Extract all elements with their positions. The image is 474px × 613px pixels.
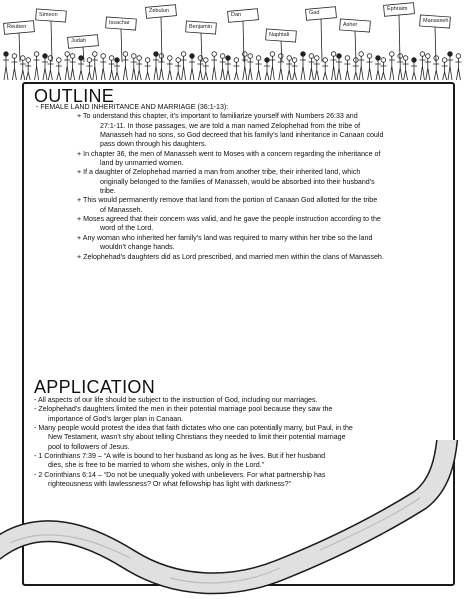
person-head — [176, 58, 181, 63]
tribe-sign-label: Zebulun — [149, 8, 169, 14]
person-body — [442, 62, 448, 80]
tribe-sign-label: Dan — [231, 12, 242, 18]
point-text: - All aspects of our life should be subject to the instruction of God, including our marriages. — [34, 396, 318, 404]
person-head — [315, 56, 320, 61]
person-body — [358, 56, 364, 80]
person-head — [181, 52, 186, 57]
person-body — [92, 56, 98, 80]
person-body — [314, 60, 320, 80]
person-head — [442, 58, 447, 63]
tribe-sign-label: Ephraim — [387, 6, 408, 12]
tribe-sign-label: Manasseh — [423, 18, 449, 24]
person-body — [336, 58, 342, 80]
person-head — [309, 54, 314, 59]
person-head — [226, 56, 231, 61]
person-head — [448, 52, 453, 57]
person-head — [34, 52, 39, 57]
tribe-sign-label: Reuben — [7, 24, 27, 30]
person-head — [359, 52, 364, 57]
sign-pole — [399, 15, 400, 62]
person-head — [154, 52, 159, 57]
bullet-text: + If a daughter of Zelophehad married a man from another tribe, their inherited land, which — [77, 168, 361, 177]
point-text: - 1 Corinthians 7:39 – “A wife is bound to her husband as long as he lives. But if her husband — [34, 452, 326, 461]
person-body — [158, 58, 164, 80]
person-head — [26, 58, 31, 63]
person-body — [380, 62, 386, 80]
person-body — [233, 62, 239, 80]
bullet-continuation: 27:1-11. In those passages, we are told a man named Zelophehad from the tribe of — [100, 121, 361, 130]
point-continuation: righteousness with lawlessness? Or what fellowship has light with darkness?” — [48, 480, 291, 489]
bullet-continuation: of Manasseh. — [100, 205, 143, 214]
person-body — [322, 62, 328, 80]
person-head — [70, 54, 75, 59]
point-continuation: New Testament, wasn’t shy about telling Christians they needed to limit their potential marriage — [48, 433, 346, 442]
person-head — [426, 54, 431, 59]
person-body — [403, 60, 409, 80]
bullet-text: + Any woman who inherited her family’s land was required to marry within her tribe so the land — [77, 233, 373, 242]
tribe-sign-label: Gad — [309, 10, 320, 16]
person-head — [93, 52, 98, 57]
bullet-continuation: tribe. — [100, 187, 116, 196]
person-head — [109, 56, 114, 61]
person-body — [292, 62, 298, 80]
person-head — [376, 56, 381, 61]
person-body — [256, 60, 262, 80]
person-head — [137, 56, 142, 61]
person-head — [323, 58, 328, 63]
person-body — [211, 56, 217, 80]
person-head — [4, 52, 9, 57]
application-point — [34, 405, 444, 424]
point-continuation: dies, she is free to be married to whom she wishes, only in the Lord.” — [48, 461, 265, 470]
person-head — [390, 52, 395, 57]
person-body — [78, 60, 84, 80]
point-text: - Zelophehad’s daughters limited the men in their potential marriage pool because they saw the — [34, 405, 333, 414]
person-head — [168, 56, 173, 61]
application-section — [34, 396, 444, 489]
person-head — [190, 54, 195, 59]
bullet-continuation: wouldn’t change hands. — [100, 243, 175, 252]
outline-bullet — [34, 234, 440, 253]
outline-bullet — [34, 253, 440, 262]
person-head — [456, 54, 461, 59]
person-head — [345, 56, 350, 61]
person-body — [153, 56, 159, 80]
person-head — [212, 52, 217, 57]
person-head — [256, 56, 261, 61]
person-body — [70, 58, 76, 80]
application-point — [34, 424, 444, 452]
point-text: - Many people would protest the idea that faith dictates who one can potentially marry, but Paul, in the — [34, 424, 353, 433]
person-body — [20, 60, 26, 80]
outline-heading: - FEMALE LAND INHERITANCE AND MARRIAGE (36:1-13): — [36, 103, 229, 111]
person-head — [248, 54, 253, 59]
person-head — [287, 56, 292, 61]
person-body — [447, 56, 453, 80]
point-continuation: pool to followers of Jesus. — [48, 442, 130, 451]
person-body — [175, 62, 181, 80]
person-body — [286, 60, 292, 80]
outline-bullet — [34, 112, 440, 149]
person-body — [433, 60, 439, 80]
person-body — [419, 56, 425, 80]
sign-pole — [121, 29, 122, 62]
person-head — [79, 56, 84, 61]
person-head — [337, 54, 342, 59]
person-body — [42, 58, 48, 80]
person-body — [278, 58, 284, 80]
sign-pole — [83, 47, 84, 62]
person-head — [265, 58, 270, 63]
bullet-continuation: pass down through his daughters. — [100, 140, 207, 149]
tribe-sign-label: Judah — [71, 38, 86, 44]
person-body — [247, 58, 253, 80]
sign-pole — [435, 27, 436, 62]
application-point — [34, 452, 444, 471]
person-body — [344, 60, 350, 80]
bullet-continuation: Manasseh had no sons, so God decreed that his family’s land inheritance in Canaan could — [100, 131, 384, 140]
person-head — [159, 54, 164, 59]
person-body — [308, 58, 314, 80]
bullet-text: + In chapter 36, the men of Manasseh went to Moses with a concern regarding the inheritance of — [77, 149, 381, 158]
person-body — [331, 56, 337, 80]
person-body — [100, 58, 106, 80]
person-head — [21, 56, 26, 61]
person-body — [109, 60, 115, 80]
person-head — [243, 52, 248, 57]
person-body — [136, 60, 142, 80]
person-head — [403, 56, 408, 61]
person-head — [132, 54, 137, 59]
person-head — [12, 54, 17, 59]
person-body — [197, 60, 203, 80]
bullet-continuation: word of the Lord. — [100, 224, 154, 233]
person-body — [56, 62, 62, 80]
tribe-sign-label: Benjamin — [189, 24, 212, 30]
bullet-text: + Moses agreed that their concern was valid, and he gave the people instruction according to the — [77, 215, 381, 224]
person-body — [242, 56, 248, 80]
person-head — [57, 58, 62, 63]
person-body — [181, 56, 187, 80]
person-head — [145, 58, 150, 63]
person-head — [234, 58, 239, 63]
person-body — [86, 62, 92, 80]
person-head — [204, 58, 209, 63]
application-point — [34, 471, 444, 490]
tribe-sign-label: Naphtali — [269, 32, 290, 38]
person-body — [397, 58, 403, 80]
person-body — [264, 62, 270, 80]
person-body — [131, 58, 137, 80]
person-body — [64, 56, 70, 80]
sign-pole — [321, 19, 322, 62]
person-head — [270, 52, 275, 57]
person-body — [145, 62, 151, 80]
person-head — [412, 58, 417, 63]
bullet-text: + Zelophehad’s daughters did as Lord prescribed, and married men within the clans of Manasseh. — [77, 252, 384, 261]
person-body — [411, 62, 417, 80]
person-head — [381, 58, 386, 63]
application-title: APPLICATION — [34, 377, 155, 397]
person-body — [425, 58, 431, 80]
outline-bullet — [34, 150, 440, 169]
person-head — [87, 58, 92, 63]
bullet-text: + This would permanently remove that land from the portion of Canaan God allotted for the tribe — [77, 196, 378, 205]
person-body — [203, 62, 209, 80]
tribe-sign-label: Asher — [343, 22, 358, 28]
person-body — [189, 58, 195, 80]
person-body — [375, 60, 381, 80]
person-body — [11, 58, 17, 80]
person-head — [301, 52, 306, 57]
person-body — [220, 58, 226, 80]
sign-pole — [201, 33, 202, 62]
person-body — [353, 62, 359, 80]
person-body — [3, 56, 9, 80]
person-head — [292, 58, 297, 63]
person-head — [367, 54, 372, 59]
bullet-continuation: originally belonged to the families of Manasseh, would be absorbed into their husband’s — [100, 177, 375, 186]
person-body — [114, 62, 120, 80]
person-body — [122, 56, 128, 80]
tribe-sign-label: Issachar — [109, 20, 130, 26]
outline-bullet — [34, 196, 440, 215]
person-head — [420, 52, 425, 57]
person-head — [123, 52, 128, 57]
application-point — [34, 396, 444, 405]
person-head — [43, 54, 48, 59]
outline-title: OUTLINE — [34, 86, 115, 106]
bullet-text: + To understand this chapter, it’s important to familiarize yourself with Numbers 26:33 and — [77, 112, 358, 121]
person-body — [225, 60, 231, 80]
person-body — [167, 60, 173, 80]
person-head — [331, 52, 336, 57]
person-body — [389, 56, 395, 80]
person-head — [65, 52, 70, 57]
point-text: - 2 Corinthians 6:14 – “Do not be unequally yoked with unbelievers. For what partnership has — [34, 470, 326, 479]
person-body — [455, 58, 461, 80]
person-head — [279, 54, 284, 59]
outline-section — [34, 103, 440, 262]
sign-pole — [19, 33, 20, 62]
person-head — [115, 58, 120, 63]
point-continuation: importance of God’s larger plan in Canaan. — [48, 414, 184, 423]
person-body — [25, 62, 31, 80]
person-body — [34, 56, 40, 80]
person-head — [101, 54, 106, 59]
person-body — [269, 56, 275, 80]
person-head — [220, 54, 225, 59]
person-body — [47, 60, 53, 80]
sign-pole — [161, 17, 162, 62]
person-body — [367, 58, 373, 80]
tribes-banner — [0, 0, 474, 82]
bullet-continuation: land by unmarried women. — [100, 159, 184, 168]
tribe-sign-label: Simeon — [39, 12, 58, 18]
outline-bullet — [34, 215, 440, 234]
person-body — [300, 56, 306, 80]
outline-bullet — [34, 168, 440, 196]
